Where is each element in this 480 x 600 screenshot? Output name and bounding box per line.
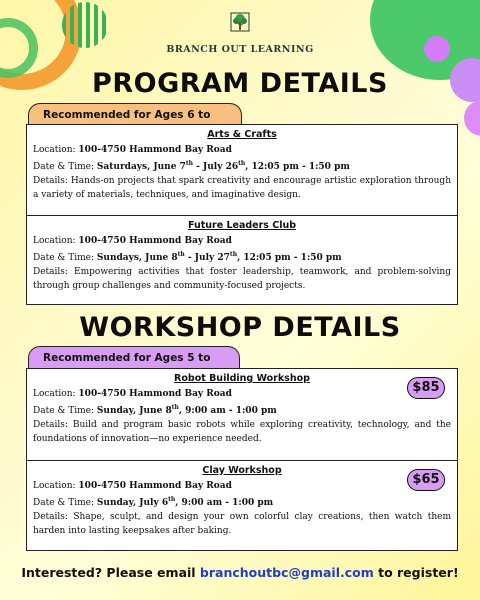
program-item: [27, 125, 457, 215]
details-line: Details: Build and program basic robots while exploring creativity, technology, and the foundations of innovation—no experience needed.: [33, 420, 451, 444]
details-line: Details: Shape, sculpt, and design your own colorful clay creations, then watch them harden into lasting keepsakes after baking.: [33, 511, 451, 536]
location-value: 100-4750 Hammond Bay Road: [78, 145, 232, 155]
program-item-title: Arts & Crafts: [207, 129, 277, 140]
location-line: Location: 100-4750 Hammond Bay Road: [33, 235, 232, 246]
date-value: Saturdays, June 7th - July 26th, 12:05 pm - 1:50 pm: [96, 160, 350, 172]
program-heading: PROGRAM DETAILS: [92, 68, 388, 99]
workshop-heading: WORKSHOP DETAILS: [79, 312, 401, 343]
details-line: Details: Empowering activities that foster leadership, teamwork, and problem-solving through group challenges and community-focused projects.: [33, 266, 451, 291]
program-details-box: [26, 124, 458, 305]
workshop-details-box: [26, 368, 458, 551]
price-badge: $85: [407, 377, 445, 399]
date-line: Date & Time: Sundays, June 8th - July 27th, 12:05 pm - 1:50 pm: [33, 250, 342, 263]
location-value: 100-4750 Hammond Bay Road: [78, 480, 232, 491]
details-text: Empowering activities that foster leadership, teamwork, and problem-solving through group challenges and community-focused projects.: [33, 266, 451, 291]
tree-icon: [229, 12, 251, 38]
date-value: Sunday, July 6th, 9:00 am - 1:00 pm: [96, 495, 274, 508]
decorative-purple-circle-small: [464, 100, 480, 136]
date-value: Sundays, June 8th - July 27th, 12:05 pm - 1:50 pm: [96, 250, 342, 263]
program-age-tab: Recommended for Ages 6 to: [28, 103, 242, 127]
price-badge: $65: [407, 469, 445, 491]
workshop-age-tab: Recommended for Ages 5 to: [28, 346, 240, 370]
date-line: Date & Time: Sunday, July 6th, 9:00 am - 1:00 pm: [33, 495, 274, 508]
workshop-item-title: Clay Workshop: [202, 464, 282, 476]
brand-name: BRANCH OUT LEARNING: [166, 44, 314, 55]
details-text: Build and program basic robots while exploring creativity, technology, and the foundations of innovation—no experience needed.: [33, 420, 451, 444]
email-link[interactable]: branchoutbc@gmail.com: [199, 565, 374, 580]
location-line: Location: 100-4750 Hammond Bay Road: [33, 480, 232, 491]
workshop-item: [27, 460, 457, 551]
location-value: 100-4750 Hammond Bay Road: [78, 235, 232, 246]
date-line: Date & Time: Sunday, June 8th, 9:00 am - 1:00 pm: [33, 404, 277, 416]
details-line: Details: Hands-on projects that spark creativity and encourage artistic exploration through a variety of materials, techniques, and imaginative design.: [33, 176, 451, 200]
location-line: Location: 100-4750 Hammond Bay Road: [33, 389, 232, 399]
details-text: Shape, sculpt, and design your own colorful clay creations, then watch them harden into lasting keepsakes after baking.: [33, 511, 451, 536]
brand-logo: [0, 12, 480, 55]
location-line: Location: 100-4750 Hammond Bay Road: [33, 145, 232, 155]
footer-cta: Interested? Please email branchoutbc@gmail.com to register!: [21, 565, 459, 580]
details-text: Hands-on projects that spark creativity and encourage artistic exploration through a variety of materials, techniques, and imaginative design.: [33, 176, 451, 200]
program-item-title: Future Leaders Club: [187, 219, 297, 231]
workshop-item-title: Robot Building Workshop: [174, 373, 310, 384]
date-line: Date & Time: Saturdays, June 7th - July 26th, 12:05 pm - 1:50 pm: [33, 160, 350, 172]
date-value: Sunday, June 8th, 9:00 am - 1:00 pm: [96, 404, 277, 416]
location-value: 100-4750 Hammond Bay Road: [78, 389, 232, 399]
program-item: [27, 215, 457, 305]
workshop-item: [27, 369, 457, 460]
